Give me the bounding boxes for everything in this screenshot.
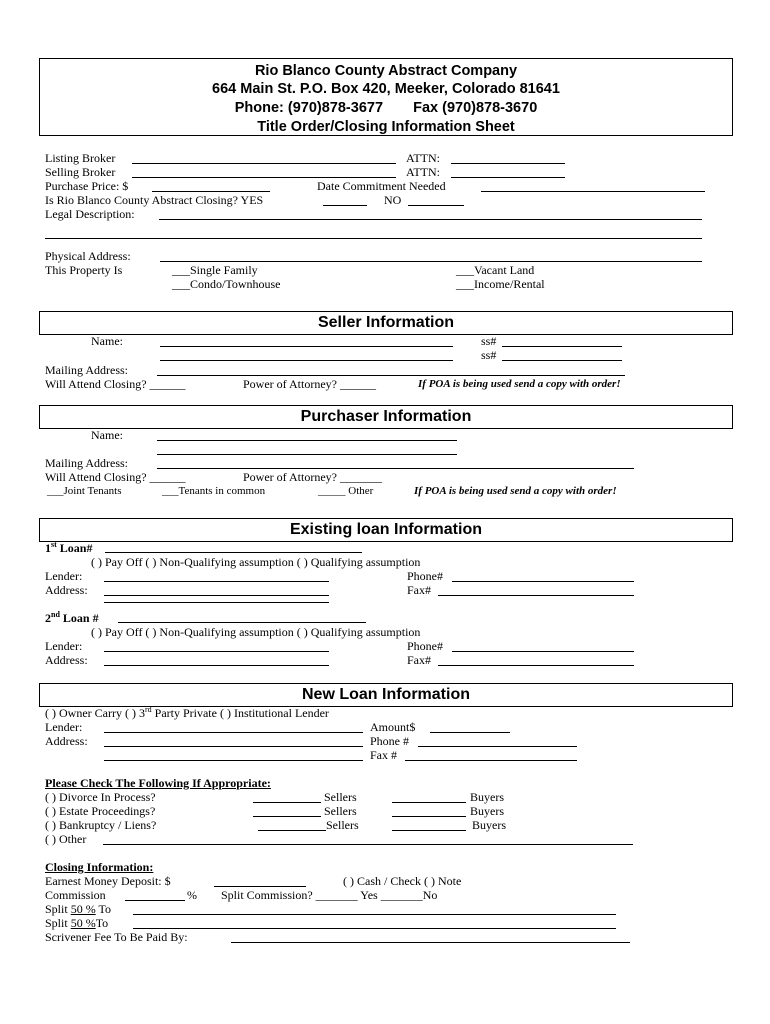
company-name: Rio Blanco County Abstract Company — [254, 63, 518, 79]
joint-tenants-option[interactable]: ___Joint Tenants — [47, 485, 122, 497]
existing-loan-section-heading: Existing loan Information — [39, 518, 733, 542]
closing-heading: Closing Information: — [45, 860, 154, 874]
seller-mailing-field[interactable] — [157, 375, 625, 376]
purchaser-section-heading: Purchaser Information — [39, 405, 733, 429]
first-loan-fax-field[interactable] — [438, 595, 634, 596]
first-loan-lender-field[interactable] — [104, 581, 329, 582]
second-loan-phone-label: Phone# — [407, 639, 443, 653]
first-loan-lender-label: Lender: — [45, 569, 83, 583]
property-type-label: This Property Is — [45, 263, 123, 277]
new-loan-lender-label: Lender: — [45, 720, 83, 734]
second-loan-address-field[interactable] — [104, 665, 329, 666]
new-loan-fax-field[interactable] — [405, 760, 577, 761]
listing-broker-label: Listing Broker — [45, 151, 116, 165]
other-tenancy-option[interactable]: _____ Other — [318, 485, 374, 497]
form-title: Title Order/Closing Information Sheet — [257, 119, 515, 135]
closing-no-label: NO — [384, 193, 402, 207]
purchaser-name-label: Name: — [91, 428, 123, 442]
second-loan-phone-field[interactable] — [452, 651, 634, 652]
header-box — [39, 58, 733, 136]
estate-sellers-label: Sellers — [324, 804, 357, 818]
purchaser-name-field-1[interactable] — [157, 440, 457, 441]
split-a-field[interactable] — [133, 914, 616, 915]
seller-name-field-1[interactable] — [160, 346, 453, 347]
split-b: Split 50 %To — [45, 916, 109, 930]
estate-check[interactable]: ( ) Estate Proceedings? — [45, 804, 156, 818]
company-contact — [40, 100, 732, 116]
scrivener-fee-field[interactable] — [231, 942, 630, 943]
income-rental-option[interactable]: ___Income/Rental — [456, 277, 545, 291]
closing-yes-field[interactable] — [323, 205, 367, 206]
legal-description-field-2[interactable] — [45, 238, 702, 239]
checks-heading: Please Check The Following If Appropriate: — [45, 776, 271, 790]
listing-broker-field[interactable] — [132, 163, 396, 164]
selling-broker-label: Selling Broker — [45, 165, 116, 179]
tenants-in-common-option[interactable]: ___Tenants in common — [162, 485, 266, 497]
new-loan-address-label: Address: — [45, 734, 88, 748]
purchaser-mailing-label: Mailing Address: — [45, 456, 128, 470]
purchaser-poa-note: If POA is being used send a copy with order! — [414, 485, 617, 497]
divorce-buyers-field[interactable] — [392, 802, 466, 803]
seller-power-of-attorney[interactable]: Power of Attorney? ______ — [243, 377, 376, 391]
second-loan-lender-field[interactable] — [104, 651, 329, 652]
second-loan-options[interactable]: ( ) Pay Off ( ) Non-Qualifying assumption ( ) Qualifying assumption — [91, 625, 421, 639]
bankruptcy-check[interactable]: ( ) Bankruptcy / Liens? — [45, 818, 157, 832]
physical-address-field[interactable] — [160, 261, 702, 262]
purchaser-mailing-field[interactable] — [157, 468, 634, 469]
date-commitment-label: Date Commitment Needed — [317, 179, 446, 193]
attn-label: ATTN: — [406, 151, 440, 165]
company-address: 664 Main St. P.O. Box 420, Meeker, Colorado 81641 — [212, 81, 560, 97]
split-a: Split 50 % To — [45, 902, 111, 916]
fax-number: (970)878-3670 — [442, 100, 538, 116]
payment-type-options[interactable]: ( ) Cash / Check ( ) Note — [343, 874, 462, 888]
estate-buyers-label: Buyers — [470, 804, 504, 818]
second-loan-fax-label: Fax# — [407, 653, 431, 667]
second-loan-label: 2nd Loan # — [45, 610, 99, 625]
earnest-money-label: Earnest Money Deposit: $ — [45, 874, 171, 888]
divorce-buyers-label: Buyers — [470, 790, 504, 804]
second-loan-field[interactable] — [118, 622, 366, 623]
new-loan-address-field[interactable] — [104, 746, 363, 747]
attn-label: ATTN: — [406, 165, 440, 179]
first-loan-address-label: Address: — [45, 583, 88, 597]
first-loan-field[interactable] — [105, 552, 362, 553]
phone-label: Phone: — [234, 100, 284, 116]
legal-description-label: Legal Description: — [45, 207, 135, 221]
second-loan-lender-label: Lender: — [45, 639, 83, 653]
seller-mailing-label: Mailing Address: — [45, 363, 128, 377]
commission-pct: % — [187, 888, 197, 902]
first-loan-fax-label: Fax# — [407, 583, 431, 597]
phone-number: (970)878-3677 — [287, 100, 384, 116]
divorce-sellers-field[interactable] — [253, 802, 321, 803]
selling-attn-field[interactable] — [451, 177, 565, 178]
divorce-check[interactable]: ( ) Divorce In Process? — [45, 790, 156, 804]
seller-attend-closing[interactable]: Will Attend Closing? ______ — [45, 377, 186, 391]
physical-address-label: Physical Address: — [45, 249, 131, 263]
new-loan-phone-field[interactable] — [418, 746, 577, 747]
new-loan-amount-label: Amount$ — [370, 720, 416, 734]
closing-no-field[interactable] — [408, 205, 464, 206]
split-commission-question[interactable]: Split Commission? _______ Yes _______No — [221, 888, 438, 902]
divorce-sellers-label: Sellers — [324, 790, 357, 804]
closing-question: Is Rio Blanco County Abstract Closing? YES — [45, 193, 264, 207]
first-loan-address-field[interactable] — [104, 595, 329, 596]
selling-broker-field[interactable] — [132, 177, 396, 178]
seller-ss-label-2: ss# — [481, 348, 497, 362]
estate-buyers-field[interactable] — [392, 816, 466, 817]
seller-ss-field-1[interactable] — [502, 346, 622, 347]
fax-label: Fax — [413, 100, 439, 116]
other-check[interactable]: ( ) Other — [45, 832, 87, 846]
purchase-price-label: Purchase Price: $ — [45, 179, 129, 193]
seller-ss-label-1: ss# — [481, 334, 497, 348]
condo-option[interactable]: ___Condo/Townhouse — [172, 277, 281, 291]
first-loan-options[interactable]: ( ) Pay Off ( ) Non-Qualifying assumption ( ) Qualifying assumption — [91, 555, 421, 569]
earnest-money-field[interactable] — [214, 886, 306, 887]
first-loan-phone-field[interactable] — [452, 581, 634, 582]
new-loan-section-heading: New Loan Information — [39, 683, 733, 707]
second-loan-fax-field[interactable] — [438, 665, 634, 666]
new-loan-fax-label: Fax # — [370, 748, 397, 762]
new-loan-amount-field[interactable] — [430, 732, 510, 733]
scrivener-fee-label: Scrivener Fee To Be Paid By: — [45, 930, 188, 944]
purchase-price-field[interactable] — [152, 191, 270, 192]
first-loan-address-field-2[interactable] — [104, 602, 329, 603]
seller-name-label: Name: — [91, 334, 123, 348]
bankruptcy-buyers-field[interactable] — [392, 830, 466, 831]
seller-section-heading: Seller Information — [39, 311, 733, 335]
bankruptcy-sellers-label: Sellers — [326, 818, 359, 832]
commission-label: Commission — [45, 888, 106, 902]
bankruptcy-buyers-label: Buyers — [472, 818, 506, 832]
new-loan-phone-label: Phone # — [370, 734, 409, 748]
vacant-land-option[interactable]: ___Vacant Land — [456, 263, 535, 277]
legal-description-field[interactable] — [159, 219, 702, 220]
other-field[interactable] — [103, 844, 633, 845]
listing-attn-field[interactable] — [451, 163, 565, 164]
new-loan-lender-field[interactable] — [104, 732, 363, 733]
new-loan-type-options[interactable]: ( ) Owner Carry ( ) 3rd Party Private ( ) Institutional Lender — [45, 705, 329, 720]
bankruptcy-sellers-field[interactable] — [258, 830, 326, 831]
date-commitment-field[interactable] — [481, 191, 705, 192]
new-loan-address-field-2[interactable] — [104, 760, 363, 761]
single-family-option[interactable]: ___Single Family — [172, 263, 258, 277]
first-loan-phone-label: Phone# — [407, 569, 443, 583]
seller-name-field-2[interactable] — [160, 360, 453, 361]
seller-ss-field-2[interactable] — [502, 360, 622, 361]
purchaser-attend-closing[interactable]: Will Attend Closing? ______ — [45, 470, 186, 484]
first-loan-label: 1st Loan# — [45, 540, 93, 555]
seller-poa-note: If POA is being used send a copy with order! — [418, 378, 621, 390]
commission-field[interactable] — [125, 900, 185, 901]
purchaser-power-of-attorney[interactable]: Power of Attorney? _______ — [243, 470, 382, 484]
second-loan-address-label: Address: — [45, 653, 88, 667]
estate-sellers-field[interactable] — [253, 816, 321, 817]
split-b-field[interactable] — [133, 928, 616, 929]
purchaser-name-field-2[interactable] — [157, 454, 457, 455]
